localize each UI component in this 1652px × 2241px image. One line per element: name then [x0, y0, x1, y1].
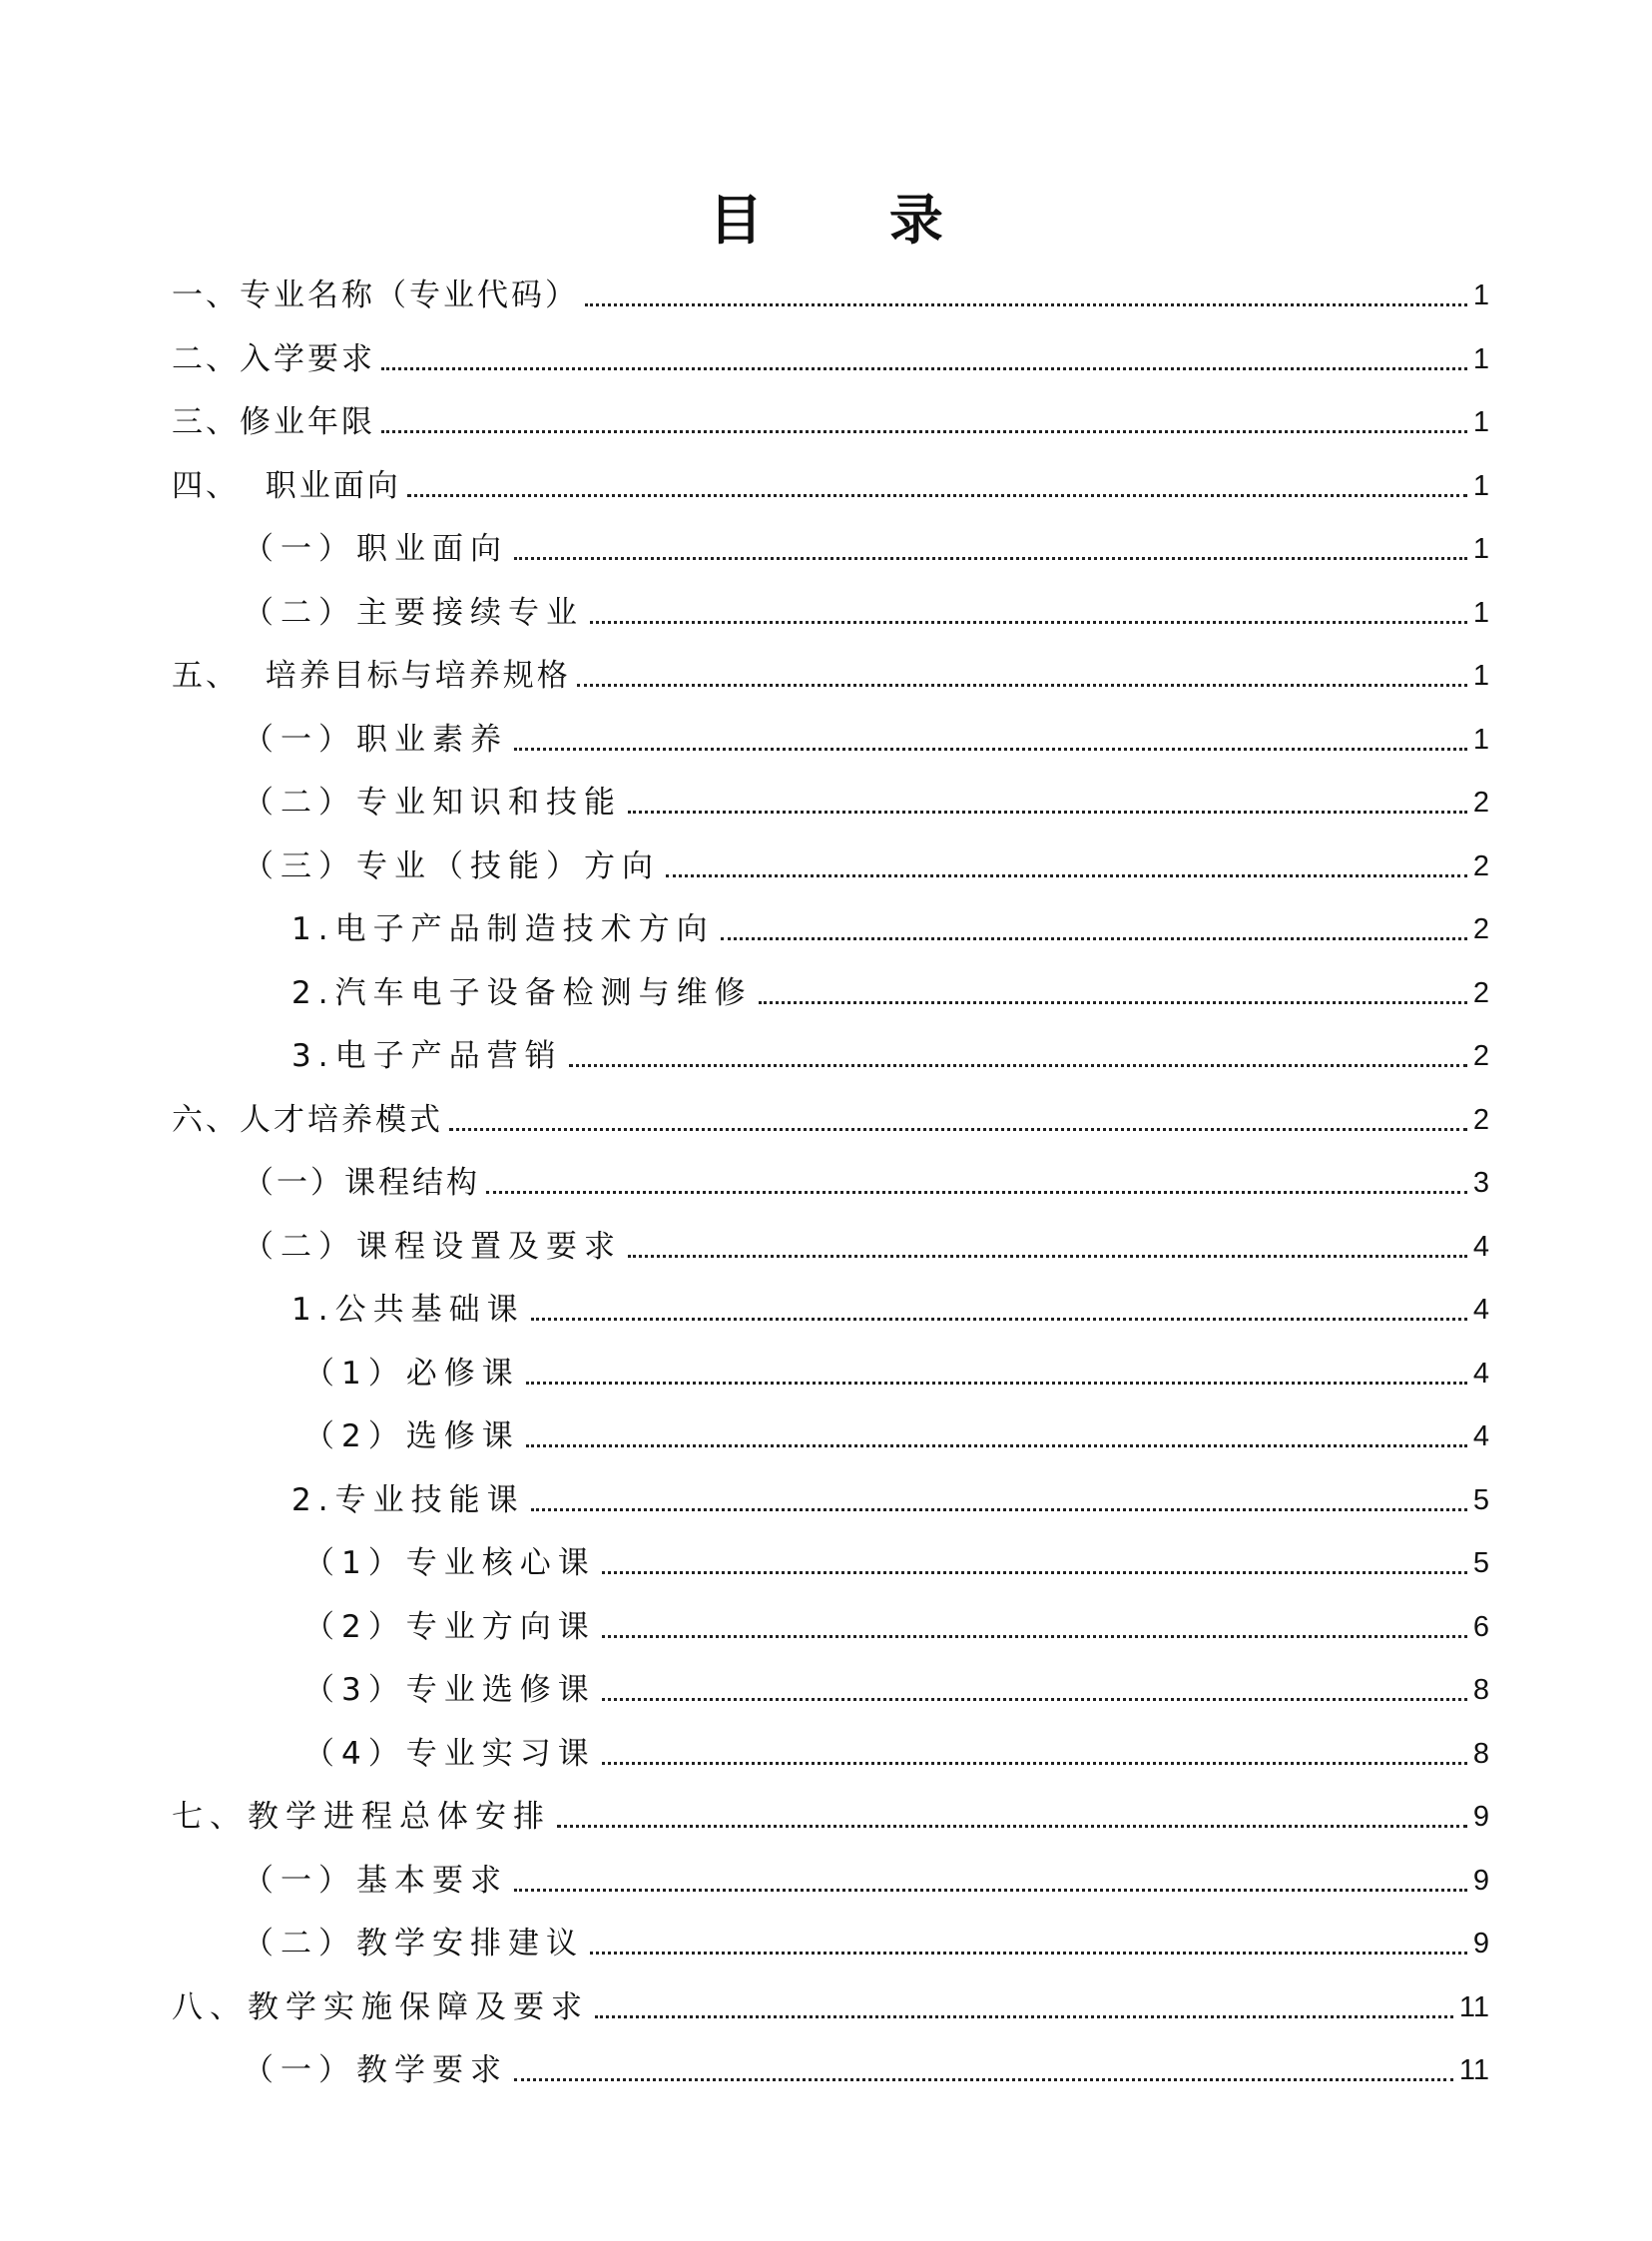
toc-page-number: 4	[1472, 1358, 1489, 1390]
toc-entry[interactable]	[172, 648, 1489, 696]
toc-entry-label: 六、人才培养模式	[172, 1102, 443, 1138]
toc-entry[interactable]	[172, 458, 1489, 506]
toc-entry-label: （4）专业实习课	[303, 1736, 596, 1772]
toc-page-number: 9	[1472, 1928, 1489, 1960]
toc-page-number: 1	[1472, 660, 1489, 692]
toc-page-number: 1	[1472, 343, 1489, 375]
toc-entry-label: （1）必修课	[303, 1356, 520, 1392]
toc-entry[interactable]	[243, 839, 1489, 886]
toc-dot-leader	[526, 1444, 1467, 1447]
toc-dot-leader	[381, 367, 1467, 370]
toc-entry-label: 一、专业名称（专业代码）	[172, 278, 579, 313]
toc-entry-label: （二）主要接续专业	[243, 595, 584, 631]
toc-entry[interactable]	[291, 901, 1489, 949]
toc-entry[interactable]	[243, 1219, 1489, 1267]
toc-page-number: 2	[1472, 1104, 1489, 1136]
toc-entry-label: （3）专业选修课	[303, 1672, 596, 1708]
toc-page-number: 2	[1472, 850, 1489, 882]
toc-entry-label: （2）专业方向课	[303, 1609, 596, 1645]
toc-entry[interactable]	[172, 394, 1489, 442]
toc-dot-leader	[514, 748, 1467, 751]
toc-dot-leader	[514, 557, 1467, 560]
toc-entry[interactable]	[303, 1599, 1489, 1647]
toc-dot-leader	[602, 1571, 1467, 1574]
toc-page-number: 9	[1472, 1865, 1489, 1897]
toc-page-number: 1	[1472, 724, 1489, 756]
toc-page-number: 1	[1472, 406, 1489, 438]
toc-dot-leader	[486, 1191, 1467, 1194]
toc-page-number: 2	[1472, 1040, 1489, 1072]
toc-dot-leader	[531, 1508, 1467, 1511]
toc-entry-label: 1.公共基础课	[291, 1292, 525, 1328]
toc-page-number: 2	[1472, 977, 1489, 1009]
toc-entry[interactable]	[243, 775, 1489, 823]
toc-dot-leader	[514, 2078, 1453, 2081]
toc-dot-leader	[590, 621, 1467, 624]
toc-page-number: 5	[1472, 1547, 1489, 1579]
toc-dot-leader	[759, 1001, 1467, 1004]
toc-page-number: 1	[1472, 470, 1489, 502]
toc-entry[interactable]	[303, 1662, 1489, 1710]
toc-page-number: 1	[1472, 280, 1489, 311]
toc-page-number: 11	[1458, 1991, 1489, 2023]
toc-entry-label: （一）教学要求	[243, 2052, 508, 2088]
toc-entry-label: （一）课程结构	[243, 1165, 480, 1201]
toc-entry-label: 七、教学进程总体安排	[172, 1799, 551, 1835]
toc-entry[interactable]	[172, 268, 1489, 315]
toc-entry[interactable]	[172, 331, 1489, 379]
toc-page-number: 3	[1472, 1167, 1489, 1199]
toc-dot-leader	[585, 303, 1467, 306]
toc-entry[interactable]	[303, 1346, 1489, 1394]
toc-dot-leader	[569, 1064, 1467, 1067]
toc-entry-label: 2.汽车电子设备检测与维修	[291, 975, 753, 1011]
toc-dot-leader	[666, 874, 1467, 877]
toc-entry-label: 五、 培养目标与培养规格	[172, 658, 571, 694]
toc-entry[interactable]	[243, 585, 1489, 633]
toc-entry[interactable]	[172, 1092, 1489, 1140]
toc-entry-label: （二）课程设置及要求	[243, 1229, 622, 1265]
page-title: 目 录	[709, 188, 997, 252]
toc-dot-leader	[381, 430, 1467, 433]
toc-entry[interactable]	[291, 965, 1489, 1013]
toc-entry-label: 3.电子产品营销	[291, 1038, 563, 1074]
toc-dot-leader	[514, 1889, 1467, 1892]
toc-dot-leader	[602, 1635, 1467, 1638]
toc-dot-leader	[526, 1382, 1467, 1385]
toc-dot-leader	[721, 937, 1467, 940]
toc-page-number: 8	[1472, 1674, 1489, 1706]
toc-dot-leader	[577, 684, 1467, 687]
toc-dot-leader	[590, 1952, 1467, 1955]
toc-page-number: 11	[1458, 2054, 1489, 2086]
toc-entry-label: 1.电子产品制造技术方向	[291, 911, 715, 947]
toc-entry[interactable]	[172, 1789, 1489, 1837]
toc-entry-label: （二）教学安排建议	[243, 1926, 584, 1961]
toc-page-number: 4	[1472, 1420, 1489, 1452]
toc-page-number: 5	[1472, 1484, 1489, 1516]
toc-entry[interactable]	[243, 1853, 1489, 1901]
toc-entry-label: 四、 职业面向	[172, 468, 401, 504]
toc-page-number: 4	[1472, 1294, 1489, 1326]
toc-entry-label: （三）专业（技能）方向	[243, 848, 660, 884]
toc-page-number: 8	[1472, 1738, 1489, 1770]
toc-dot-leader	[628, 1255, 1467, 1258]
toc-entry[interactable]	[243, 1916, 1489, 1963]
toc-entry[interactable]	[291, 1472, 1489, 1520]
toc-entry-label: 八、教学实施保障及要求	[172, 1989, 589, 2025]
toc-dot-leader	[407, 494, 1467, 497]
toc-page-number: 2	[1472, 787, 1489, 819]
toc-page-number: 9	[1472, 1801, 1489, 1833]
toc-entry[interactable]	[243, 521, 1489, 569]
toc-entry-label: 2.专业技能课	[291, 1482, 525, 1518]
toc-page-number: 4	[1472, 1231, 1489, 1263]
toc-entry-label: 二、入学要求	[172, 341, 375, 377]
toc-dot-leader	[628, 811, 1467, 814]
toc-entry-label: 三、修业年限	[172, 404, 375, 440]
toc-page-number: 1	[1472, 533, 1489, 565]
toc-dot-leader	[531, 1318, 1467, 1321]
toc-entry[interactable]	[303, 1408, 1489, 1456]
toc-page-number: 1	[1472, 597, 1489, 629]
toc-entry-label: （一）职业素养	[243, 722, 508, 758]
toc-entry-label: （1）专业核心课	[303, 1545, 596, 1581]
toc-entry[interactable]	[243, 1155, 1489, 1203]
toc-entry[interactable]	[303, 1726, 1489, 1774]
toc-entry-label: （一）职业面向	[243, 531, 508, 567]
toc-entry[interactable]	[291, 1282, 1489, 1330]
toc-entry-label: （2）选修课	[303, 1418, 520, 1454]
toc-entry-label: （二）专业知识和技能	[243, 785, 622, 821]
toc-entry[interactable]	[243, 2042, 1489, 2090]
toc-entry[interactable]	[303, 1535, 1489, 1583]
toc-entry[interactable]	[172, 1979, 1489, 2027]
toc-dot-leader	[602, 1698, 1467, 1701]
toc-entry[interactable]	[291, 1028, 1489, 1076]
toc-page-number: 6	[1472, 1611, 1489, 1643]
toc-dot-leader	[595, 2015, 1453, 2018]
toc-entry[interactable]	[243, 712, 1489, 760]
toc-entry-label: （一）基本要求	[243, 1863, 508, 1899]
toc-dot-leader	[557, 1825, 1467, 1828]
toc-page-number: 2	[1472, 913, 1489, 945]
toc-dot-leader	[449, 1128, 1467, 1131]
toc-dot-leader	[602, 1762, 1467, 1765]
